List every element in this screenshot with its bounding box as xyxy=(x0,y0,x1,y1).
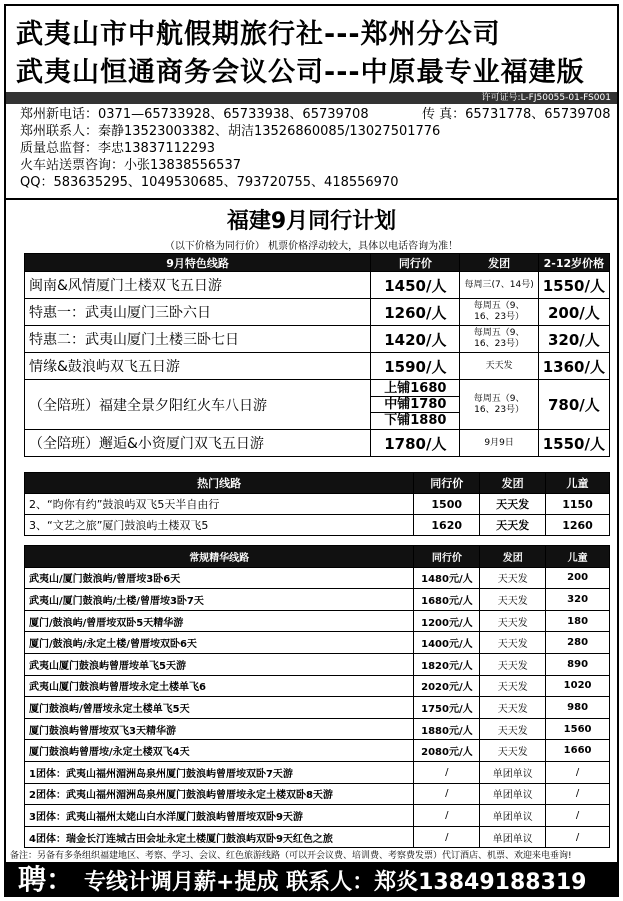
header-child: 2-12岁价格 xyxy=(538,254,609,272)
qq-numbers: QQ：583635295、1049530685、793720755、418556970 xyxy=(20,175,399,190)
agency-title-line1: 武夷山市中航假期旅行社---郑州分公司 xyxy=(16,19,501,50)
route-name: 3、“文艺之旅”厦门鼓浪屿土楼双飞5 xyxy=(25,515,414,536)
route-child-price: 180 xyxy=(546,610,610,632)
table-header xyxy=(25,473,610,494)
table-header xyxy=(25,546,610,568)
route-child-price: 320 xyxy=(546,589,610,611)
table-row xyxy=(25,826,610,848)
route-child-price: 1020 xyxy=(546,675,610,697)
route-child-price: 1550/人 xyxy=(538,430,609,457)
route-depart: 每周五（9、16、23号） xyxy=(460,299,538,326)
route-child-price: 200 xyxy=(546,567,610,589)
route-depart: 每周三(7、14号) xyxy=(460,272,538,299)
route-price: / xyxy=(414,826,480,848)
route-depart: 单团单议 xyxy=(480,826,546,848)
price-note: （以下价格为同行价） 机票价格浮动较大，具体以电话咨询为准！ xyxy=(164,241,459,252)
route-depart: 天天发 xyxy=(480,653,546,675)
route-depart: 每周五（9、16、23号） xyxy=(460,380,538,430)
contact-people: 郑州联系人：秦静13523003382、胡洁13526860085/13027501776 xyxy=(20,124,441,139)
route-price: 1880元/人 xyxy=(414,718,480,740)
table-row xyxy=(25,697,610,719)
route-name: （全陪班）邂逅&小资厦门双飞五日游 xyxy=(25,430,371,457)
route-child-price: / xyxy=(546,805,610,827)
route-name: 2、“昀你有约”鼓浪屿双飞5天半自由行 xyxy=(25,494,414,515)
table-row xyxy=(25,567,610,589)
table-row xyxy=(25,783,610,805)
header-depart: 发团 xyxy=(460,254,538,272)
route-name: 4团体：瑞金长汀连城古田会址永定土楼厦门鼓浪屿双卧9天红色之旅 xyxy=(25,826,414,848)
route-child-price: 1260 xyxy=(546,515,610,536)
hire-text: 专线计调月薪+提成 联系人：郑炎13849188319 xyxy=(84,870,587,895)
route-price: 1400元/人 xyxy=(414,632,480,654)
table-row xyxy=(25,272,610,299)
route-price: 1260/人 xyxy=(371,299,460,326)
route-child-price: 1550/人 xyxy=(538,272,609,299)
route-price: 1420/人 xyxy=(371,326,460,353)
train-ticket-contact: 火车站送票咨询：小张13838556537 xyxy=(20,158,241,173)
route-price: 1820元/人 xyxy=(414,653,480,675)
route-price: 1620 xyxy=(414,515,480,536)
route-depart: 天天发 xyxy=(480,515,546,536)
route-child-price: 780/人 xyxy=(538,380,609,430)
route-name: 厦门鼓浪屿/曾厝垵永定土楼单飞5天 xyxy=(25,697,414,719)
route-child-price: / xyxy=(546,783,610,805)
route-price: 1780/人 xyxy=(371,430,460,457)
route-name: 厦门/鼓浪屿/永定土楼/曾厝垵双卧6天 xyxy=(25,632,414,654)
hot-routes-table xyxy=(24,472,610,536)
header-route: 9月特色线路 xyxy=(25,254,371,272)
table-row xyxy=(25,610,610,632)
lower-berth-price: 下铺1880 xyxy=(384,413,447,428)
featured-routes-table xyxy=(24,253,610,457)
table-row xyxy=(25,589,610,611)
hire-label: 聘： xyxy=(18,863,75,896)
route-child-price: 890 xyxy=(546,653,610,675)
route-price: 1750元/人 xyxy=(414,697,480,719)
route-child-price: 1660 xyxy=(546,740,610,762)
route-name: 特惠一：武夷山厦门三卧六日 xyxy=(25,299,371,326)
route-depart: 天天发 xyxy=(480,589,546,611)
route-price: 1680元/人 xyxy=(414,589,480,611)
table-row xyxy=(25,326,610,353)
header-route: 热门线路 xyxy=(25,473,414,494)
route-depart: 天天发 xyxy=(480,632,546,654)
route-name: 武夷山/厦门鼓浪屿/曾厝垵3卧6天 xyxy=(25,567,414,589)
upper-berth-price: 上铺1680 xyxy=(371,381,459,397)
route-price: 1590/人 xyxy=(371,353,460,380)
header-depart: 发团 xyxy=(480,473,546,494)
route-price: 1480元/人 xyxy=(414,567,480,589)
route-name: 武夷山厦门鼓浪屿曾厝垵永定土楼单飞6 xyxy=(25,675,414,697)
table-row xyxy=(25,675,610,697)
table-row xyxy=(25,653,610,675)
route-depart: 天天发 xyxy=(480,494,546,515)
route-berth-prices xyxy=(371,380,460,430)
table-row xyxy=(25,494,610,515)
route-depart: 天天发 xyxy=(480,740,546,762)
table-header xyxy=(25,254,610,272)
table-row xyxy=(25,299,610,326)
route-depart: 9月9日 xyxy=(460,430,538,457)
route-child-price: / xyxy=(546,826,610,848)
header-child: 儿童 xyxy=(546,546,610,568)
route-price: / xyxy=(414,761,480,783)
route-depart: 每周五（9、16、23号） xyxy=(460,326,538,353)
route-name: （全陪班）福建全景夕阳红火车八日游 xyxy=(25,380,371,430)
route-name: 情缘&鼓浪屿双飞五日游 xyxy=(25,353,371,380)
route-name: 厦门/鼓浪屿/曾厝垵双卧5天精华游 xyxy=(25,610,414,632)
quality-supervisor: 质量总监督：李忠13837112293 xyxy=(20,141,215,156)
table-row xyxy=(25,353,610,380)
regular-routes-table xyxy=(24,545,610,848)
header-depart: 发团 xyxy=(480,546,546,568)
remark-note: 备注：另备有多条组织福建地区、考察、学习、会议、红色旅游线路（可以开会议费、培训费、考察费发票）代订酒店、机票、欢迎来电垂询! xyxy=(10,851,572,861)
route-name: 厦门鼓浪屿曾厝垵/永定土楼双飞4天 xyxy=(25,740,414,762)
route-name: 武夷山厦门鼓浪屿曾厝垵单飞5天游 xyxy=(25,653,414,675)
phone-line: 郑州新电话：0371—65733928、65733938、65739708 xyxy=(20,107,369,122)
fax-line: 传 真：65731778、65739708 xyxy=(422,107,611,122)
route-name: 2团体：武夷山福州湄洲岛泉州厦门鼓浪屿曾厝垵永定土楼双卧8天游 xyxy=(25,783,414,805)
route-price: 2080元/人 xyxy=(414,740,480,762)
route-price: / xyxy=(414,783,480,805)
route-child-price: / xyxy=(546,761,610,783)
route-name: 1团体：武夷山福州湄洲岛泉州厦门鼓浪屿曾厝垵双卧7天游 xyxy=(25,761,414,783)
header-price: 同行价 xyxy=(414,546,480,568)
table-row xyxy=(25,740,610,762)
route-child-price: 980 xyxy=(546,697,610,719)
route-child-price: 320/人 xyxy=(538,326,609,353)
divider xyxy=(6,198,617,200)
middle-berth-price: 中铺1780 xyxy=(371,397,459,413)
table-row xyxy=(25,718,610,740)
route-child-price: 1560 xyxy=(546,718,610,740)
table-row xyxy=(25,380,610,430)
route-name: 厦门鼓浪屿曾厝垵双飞3天精华游 xyxy=(25,718,414,740)
route-child-price: 280 xyxy=(546,632,610,654)
header-child: 儿童 xyxy=(546,473,610,494)
table-row xyxy=(25,430,610,457)
route-price: 1450/人 xyxy=(371,272,460,299)
route-price: / xyxy=(414,805,480,827)
license-number: 许可证号:L-FJ50055-01-FS001 xyxy=(6,92,617,104)
route-price: 2020元/人 xyxy=(414,675,480,697)
route-depart: 天天发 xyxy=(480,567,546,589)
header-route: 常规精华线路 xyxy=(25,546,414,568)
header-price: 同行价 xyxy=(414,473,480,494)
header-price: 同行价 xyxy=(371,254,460,272)
plan-title: 福建9月同行计划 xyxy=(226,209,397,234)
route-name: 武夷山/厦门鼓浪屿/土楼/曾厝垵3卧7天 xyxy=(25,589,414,611)
route-child-price: 200/人 xyxy=(538,299,609,326)
route-depart: 天天发 xyxy=(480,697,546,719)
route-depart: 天天发 xyxy=(480,610,546,632)
agency-title-line2: 武夷山恒通商务会议公司---中原最专业福建版 xyxy=(16,57,585,88)
table-row xyxy=(25,805,610,827)
route-depart: 天天发 xyxy=(460,353,538,380)
route-child-price: 1360/人 xyxy=(538,353,609,380)
route-price: 1200元/人 xyxy=(414,610,480,632)
table-row xyxy=(25,515,610,536)
route-name: 特惠二：武夷山厦门土楼三卧七日 xyxy=(25,326,371,353)
route-name: 闽南&风情厦门土楼双飞五日游 xyxy=(25,272,371,299)
flyer-page xyxy=(4,4,619,897)
route-depart: 天天发 xyxy=(480,675,546,697)
route-price: 1500 xyxy=(414,494,480,515)
hiring-banner xyxy=(6,862,617,897)
table-row xyxy=(25,632,610,654)
route-depart: 单团单议 xyxy=(480,805,546,827)
table-row xyxy=(25,761,610,783)
route-depart: 天天发 xyxy=(480,718,546,740)
route-child-price: 1150 xyxy=(546,494,610,515)
route-depart: 单团单议 xyxy=(480,783,546,805)
route-name: 3团体：武夷山福州太姥山白水洋厦门鼓浪屿曾厝垵双卧9天游 xyxy=(25,805,414,827)
route-depart: 单团单议 xyxy=(480,761,546,783)
